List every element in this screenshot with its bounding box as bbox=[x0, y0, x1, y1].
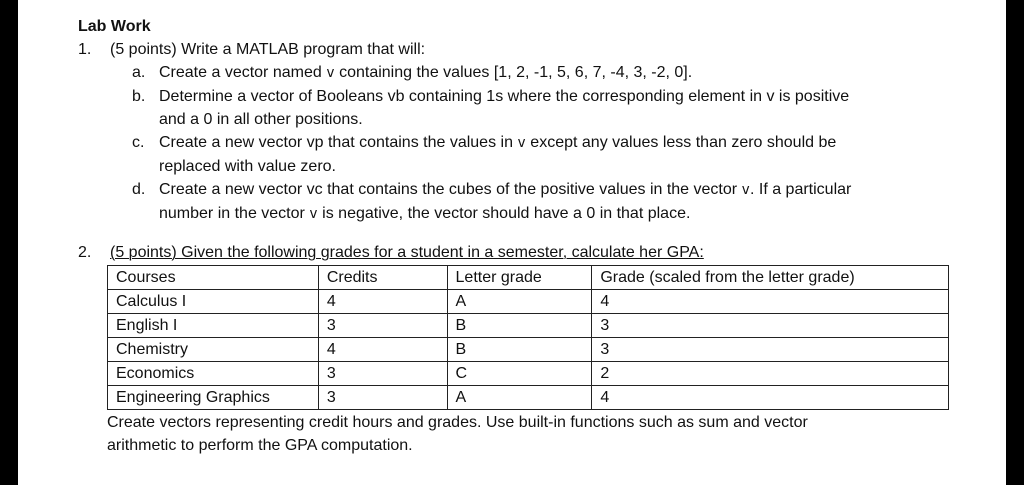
cell-grade: 3 bbox=[592, 338, 949, 362]
cell-letter: B bbox=[447, 314, 592, 338]
header-letter-grade: Letter grade bbox=[447, 266, 592, 290]
code-v: v bbox=[517, 135, 526, 151]
cell-course: English I bbox=[108, 314, 319, 338]
item-text: and a 0 in all other positions. bbox=[159, 111, 363, 128]
instruction-text: Create vectors representing credit hours and grades. Use built-in functions such as sum and vector bbox=[107, 414, 808, 431]
question-1-text: (5 points) Write a MATLAB program that will: bbox=[110, 41, 426, 58]
question-1 bbox=[78, 38, 978, 226]
item-label: b. bbox=[132, 88, 146, 105]
item-text: is negative, the vector should have a 0 in that place. bbox=[317, 205, 691, 222]
cell-course: Economics bbox=[108, 362, 319, 386]
code-v: v bbox=[741, 182, 750, 198]
instruction-text: arithmetic to perform the GPA computation. bbox=[107, 437, 413, 454]
question-2-instructions bbox=[107, 411, 978, 457]
cell-grade: 4 bbox=[592, 290, 949, 314]
cell-credits: 4 bbox=[318, 338, 447, 362]
item-text: except any values less than zero should be bbox=[525, 134, 837, 151]
item-text: Create a new vector vc that contains the cubes of the positive values in the vector bbox=[159, 181, 742, 198]
item-label: c. bbox=[132, 134, 145, 151]
item-text: replaced with value zero. bbox=[159, 158, 336, 175]
question-2-number: 2. bbox=[78, 244, 92, 261]
cell-letter: A bbox=[447, 290, 592, 314]
question-2-text: (5 points) Given the following grades for a student in a semester, calculate her GPA: bbox=[110, 244, 704, 261]
code-v: v bbox=[326, 65, 335, 81]
cell-credits: 3 bbox=[318, 362, 447, 386]
lab-work-heading: Lab Work bbox=[78, 18, 151, 35]
item-text: Create a vector named bbox=[159, 64, 327, 81]
item-text: number in the vector bbox=[159, 205, 310, 222]
cell-letter: A bbox=[447, 386, 592, 410]
document-content bbox=[78, 14, 978, 457]
cell-grade: 2 bbox=[592, 362, 949, 386]
cell-credits: 4 bbox=[318, 290, 447, 314]
cell-credits: 3 bbox=[318, 386, 447, 410]
cell-course: Chemistry bbox=[108, 338, 319, 362]
item-1a bbox=[132, 61, 978, 85]
cell-grade: 4 bbox=[592, 386, 949, 410]
cell-course: Engineering Graphics bbox=[108, 386, 319, 410]
table-row bbox=[108, 290, 949, 314]
header-scaled-grade: Grade (scaled from the letter grade) bbox=[592, 266, 949, 290]
cell-grade: 3 bbox=[592, 314, 949, 338]
item-label: d. bbox=[132, 181, 146, 198]
code-v: v bbox=[309, 206, 318, 222]
cell-course: Calculus I bbox=[108, 290, 319, 314]
table-row bbox=[108, 338, 949, 362]
item-1b bbox=[132, 85, 978, 131]
item-text: . If a particular bbox=[749, 181, 852, 198]
table-header-row bbox=[108, 266, 949, 290]
question-1-number: 1. bbox=[78, 41, 92, 58]
document-page bbox=[18, 0, 1006, 485]
item-1d bbox=[132, 178, 978, 226]
question-2 bbox=[78, 241, 978, 457]
cell-letter: B bbox=[447, 338, 592, 362]
item-1c bbox=[132, 131, 978, 178]
table-row bbox=[108, 314, 949, 338]
cell-credits: 3 bbox=[318, 314, 447, 338]
cell-letter: C bbox=[447, 362, 592, 386]
table-row bbox=[108, 386, 949, 410]
header-courses: Courses bbox=[108, 266, 319, 290]
item-text: containing the values [1, 2, -1, 5, 6, 7, -4, 3, -2, 0]. bbox=[334, 64, 693, 81]
header-credits: Credits bbox=[318, 266, 447, 290]
table-row bbox=[108, 362, 949, 386]
item-text: Determine a vector of Booleans vb containing 1s where the corresponding element in v is positive bbox=[159, 88, 850, 105]
item-text: Create a new vector vp that contains the values in bbox=[159, 134, 518, 151]
grades-table bbox=[107, 265, 949, 410]
item-label: a. bbox=[132, 64, 146, 81]
